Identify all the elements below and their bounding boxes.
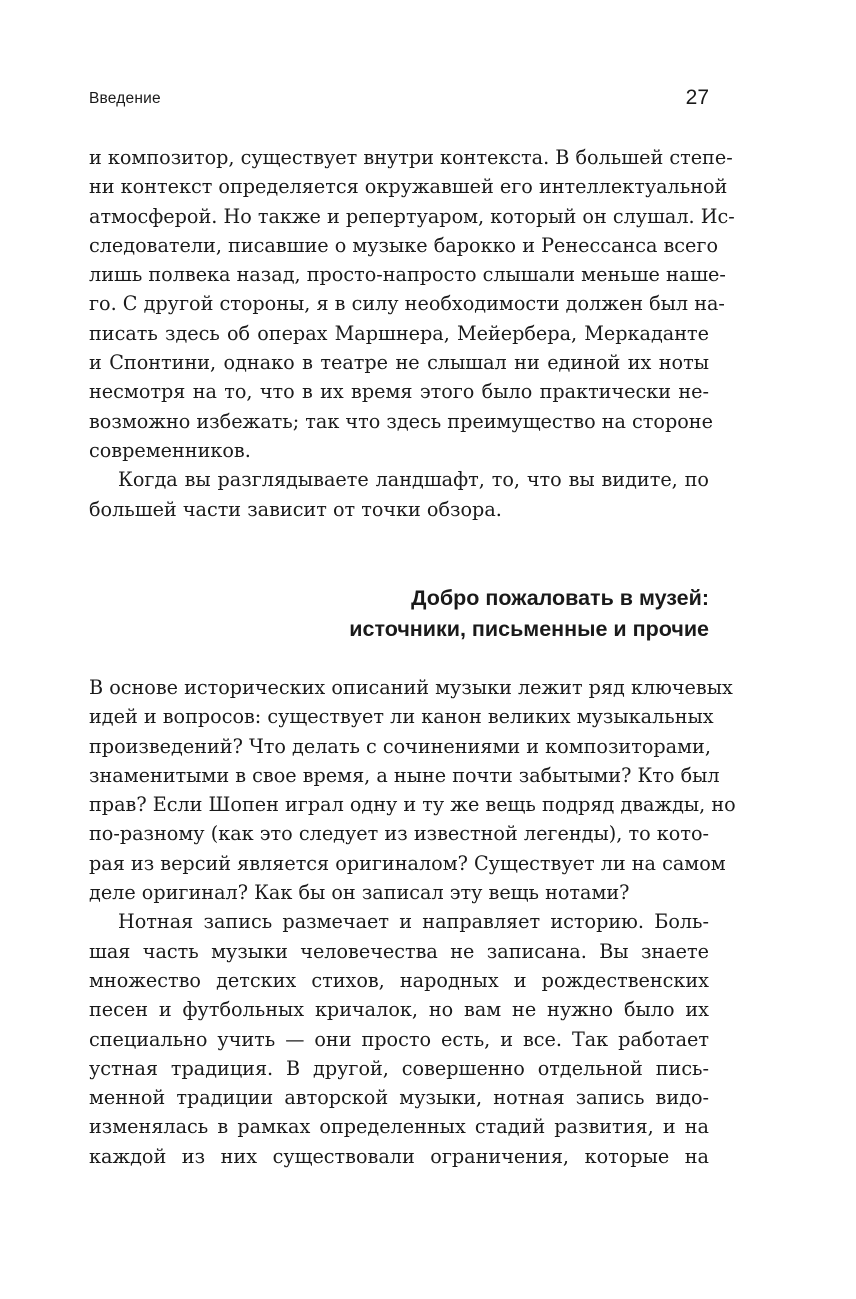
text-line: В основе исторических описаний музыки лежит ряд ключевых — [89, 676, 733, 699]
text-line: менной традиции авторской музыки, нотная запись видо- — [89, 1086, 709, 1110]
text-line: по-разному (как это следует из известной легенды), то кото- — [89, 822, 709, 846]
running-title: Введение — [89, 90, 161, 107]
text-line: каждой из них существовали ограничения, которые на — [89, 1144, 709, 1168]
text-line: идей и вопросов: существует ли канон великих музыкальных — [89, 705, 714, 729]
page-number: 27 — [685, 86, 709, 109]
text-line: современников. — [89, 438, 251, 462]
paragraph-block-section — [89, 673, 736, 1171]
text-line: произведений? Что делать с сочинениями и композиторами, — [89, 734, 711, 758]
text-line: следователи, писавшие о музыке барокко и Ренессанса всего — [89, 233, 719, 257]
text-line: шая часть музыки человечества не записана. Вы знаете — [89, 939, 709, 963]
text-line: и композитор, существует внутри контекста. В большей степе- — [89, 146, 733, 169]
text-line: возможно избежать; так что здесь преимущество на стороне — [89, 409, 713, 433]
text-line: атмосферой. Но также и репертуаром, который он слушал. Ис- — [89, 204, 735, 228]
text-line: лишь полвека назад, просто-напросто слышали меньше наше- — [89, 263, 726, 287]
text-line: множество детских стихов, народных и рождественских — [89, 968, 709, 992]
text-line: деле оригинал? Как бы он записал эту вещь нотами? — [89, 881, 630, 905]
text-line: устная традиция. В другой, совершенно отдельной пись- — [89, 1056, 709, 1080]
running-header — [89, 86, 709, 116]
text-line: Когда вы разглядываете ландшафт, то, что вы видите, по — [118, 468, 709, 492]
text-line: изменялась в рамках определенных стадий развития, и на — [89, 1115, 709, 1139]
text-line: песен и футбольных кричалок, но вам не нужно было их — [89, 998, 709, 1022]
section-heading — [89, 583, 709, 644]
section-heading-line: источники, письменные и прочие — [349, 616, 709, 641]
text-line: писать здесь об операх Маршнера, Мейербера, Меркаданте — [89, 321, 709, 345]
paragraph-block-intro — [89, 143, 735, 524]
text-line: го. С другой стороны, я в силу необходимости должен был на- — [89, 292, 725, 316]
section-heading-line: Добро пожаловать в музей: — [411, 586, 709, 610]
text-line: ни контекст определяется окружавшей его интеллектуальной — [89, 175, 728, 199]
text-line: и Спонтини, однако в театре не слышал ни единой их ноты — [89, 351, 709, 375]
text-line: специально учить — они просто есть, и все. Так работает — [89, 1027, 709, 1051]
text-line: большей части зависит от точки обзора. — [89, 497, 502, 521]
text-line: рая из версий является оригиналом? Существует ли на самом — [89, 851, 726, 875]
text-line: несмотря на то, что в их время этого было практически не- — [89, 380, 709, 404]
text-line: прав? Если Шопен играл одну и ту же вещь подряд дважды, но — [89, 793, 736, 817]
text-line: Нотная запись размечает и направляет историю. Боль- — [118, 910, 709, 934]
text-line: знаменитыми в свое время, а ныне почти забытыми? Кто был — [89, 763, 720, 787]
